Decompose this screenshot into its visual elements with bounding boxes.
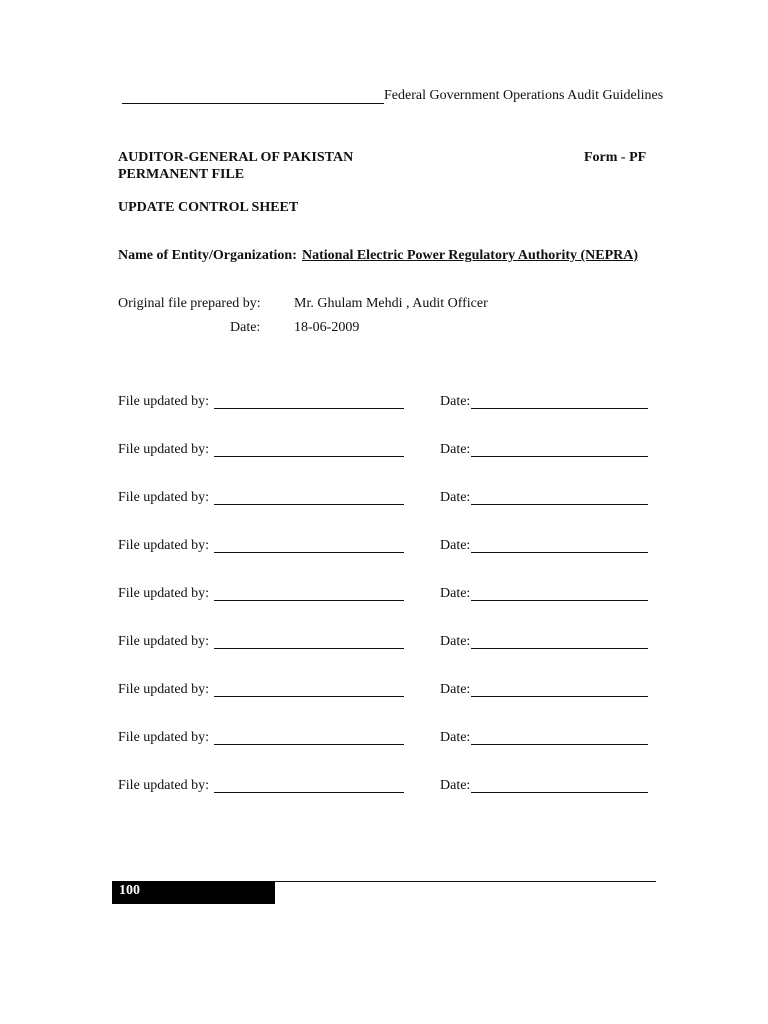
date-label: Date:	[440, 538, 471, 553]
date-field[interactable]	[471, 648, 648, 649]
date-field[interactable]	[471, 456, 648, 457]
updated-by-field[interactable]	[214, 504, 404, 505]
updated-by-label: File updated by:	[118, 682, 209, 697]
entity-name: National Electric Power Regulatory Authority (NEPRA)	[302, 248, 639, 263]
header-rule	[122, 103, 384, 104]
entity-label: Name of Entity/Organization:	[118, 248, 297, 263]
updated-by-label: File updated by:	[118, 538, 209, 553]
updated-by-field[interactable]	[214, 552, 404, 553]
updated-by-field[interactable]	[214, 648, 404, 649]
date-label: Date:	[440, 442, 471, 457]
update-row	[118, 634, 658, 654]
update-row	[118, 778, 658, 798]
updated-by-label: File updated by:	[118, 778, 209, 793]
update-row	[118, 730, 658, 750]
date-label: Date:	[440, 778, 471, 793]
updated-by-label: File updated by:	[118, 394, 209, 409]
date-label: Date:	[440, 490, 471, 505]
date-field[interactable]	[471, 600, 648, 601]
update-row	[118, 490, 658, 510]
prepared-date-label: Date:	[230, 320, 261, 335]
updated-by-label: File updated by:	[118, 730, 209, 745]
date-label: Date:	[440, 586, 471, 601]
updated-by-label: File updated by:	[118, 586, 209, 601]
page-number-box	[112, 881, 275, 904]
update-row	[118, 442, 658, 462]
date-field[interactable]	[471, 744, 648, 745]
date-label: Date:	[440, 394, 471, 409]
date-field[interactable]	[471, 552, 648, 553]
date-field[interactable]	[471, 696, 648, 697]
updated-by-field[interactable]	[214, 456, 404, 457]
file-type: PERMANENT FILE	[118, 167, 245, 182]
updated-by-label: File updated by:	[118, 490, 209, 505]
updated-by-label: File updated by:	[118, 634, 209, 649]
form-code: Form - PF	[584, 150, 647, 165]
prepared-by: Mr. Ghulam Mehdi , Audit Officer	[294, 296, 488, 311]
sheet-title: UPDATE CONTROL SHEET	[118, 200, 299, 215]
date-field[interactable]	[471, 408, 648, 409]
updated-by-field[interactable]	[214, 792, 404, 793]
updated-by-field[interactable]	[214, 600, 404, 601]
updated-by-field[interactable]	[214, 744, 404, 745]
footer-rule	[275, 881, 656, 882]
date-field[interactable]	[471, 504, 648, 505]
update-row	[118, 394, 658, 414]
prepared-label: Original file prepared by:	[118, 296, 261, 311]
org-name: AUDITOR-GENERAL OF PAKISTAN	[118, 150, 354, 165]
updated-by-label: File updated by:	[118, 442, 209, 457]
date-label: Date:	[440, 634, 471, 649]
updated-by-field[interactable]	[214, 696, 404, 697]
date-label: Date:	[440, 682, 471, 697]
header-title: Federal Government Operations Audit Guidelines	[384, 88, 664, 103]
date-field[interactable]	[471, 792, 648, 793]
update-row	[118, 682, 658, 702]
date-label: Date:	[440, 730, 471, 745]
updated-by-field[interactable]	[214, 408, 404, 409]
page-number: 100	[119, 883, 140, 898]
prepared-date: 18-06-2009	[294, 320, 360, 335]
update-row	[118, 538, 658, 558]
update-row	[118, 586, 658, 606]
